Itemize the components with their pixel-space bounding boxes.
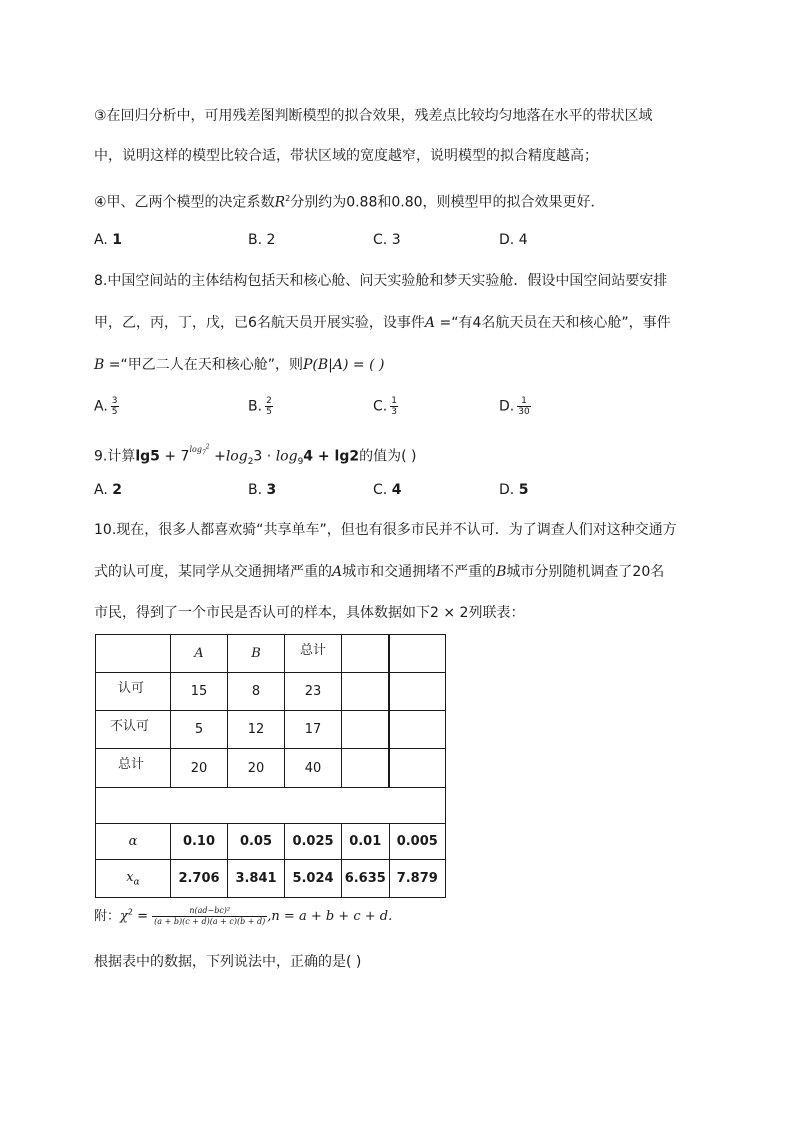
q10-text: 式的认可度，某同学从交通拥堵严重的 [94, 564, 332, 580]
numerator: 3 [111, 396, 118, 406]
formula-tail: ,n = a + b + c + d. [267, 909, 393, 924]
city-a: A [332, 564, 343, 580]
q10-text: 城市和交通拥堵不严重的 [342, 564, 497, 580]
q9-option-d[interactable] [499, 480, 528, 500]
q9-line [94, 440, 416, 472]
chi-symbol: χ [120, 909, 128, 924]
contingency-table [95, 634, 446, 898]
critical-value: 5.024 [285, 860, 342, 898]
equals: = [133, 909, 153, 924]
q9-term: 3 · [253, 448, 276, 465]
option-fraction [517, 396, 530, 417]
table-header-cell: A [171, 635, 228, 673]
log-base: 9 [297, 457, 304, 468]
q10-line-2 [94, 562, 664, 582]
critical-value: 2.706 [171, 860, 228, 898]
chi-superscript: 2 [127, 907, 133, 917]
table-cell: 12 [228, 711, 285, 749]
option-text: 5 [518, 482, 529, 498]
x-alpha-row [96, 860, 446, 898]
option-letter: D. [499, 232, 519, 248]
q8-text: =“甲乙二人在天和核心舱”，则 [104, 357, 303, 373]
q8-line-3 [94, 355, 384, 375]
row-label: 不认可 [96, 711, 171, 749]
option-text: 4 [518, 232, 528, 248]
table-cell [389, 673, 446, 711]
row-label: 认可 [96, 673, 171, 711]
q9-text: 的值为( ) [359, 448, 417, 465]
table-cell [389, 711, 446, 749]
q8-line-2 [94, 313, 671, 333]
q7-option-b[interactable] [248, 230, 275, 250]
denominator: 5 [266, 407, 272, 417]
option-letter: A. [94, 232, 113, 248]
q10-text: 城市分别随机调查了20名 [506, 564, 665, 580]
denominator: 3 [391, 407, 397, 417]
q9-text: 9.计算 [94, 448, 136, 465]
table-cell: 5 [171, 711, 228, 749]
q7-option-c[interactable] [373, 230, 401, 250]
alpha-value: 0.10 [171, 824, 228, 860]
table-spacer-row [96, 788, 446, 824]
q8-option-d[interactable] [499, 396, 531, 417]
log-base: 7 [201, 449, 206, 457]
item-4-post: 分别约为0.88和0.80，则模型甲的拟合效果更好． [290, 194, 605, 211]
option-letter: B. [248, 482, 267, 498]
event-a: A [424, 315, 436, 331]
x-sub: α [133, 877, 140, 888]
table-cell [389, 749, 446, 788]
table-row [96, 711, 446, 749]
log-arg: 2 [205, 443, 210, 450]
option-text: 2 [112, 482, 122, 498]
q7-option-d[interactable] [499, 230, 528, 250]
numerator: 1 [517, 396, 530, 407]
option-letter: D. [499, 482, 519, 498]
critical-value: 7.879 [389, 860, 446, 898]
item-4-pre: ④甲、乙两个模型的决定系数 [94, 194, 275, 211]
numerator: 1 [391, 396, 397, 406]
option-letter: A. [94, 398, 108, 415]
table-cell: 15 [171, 673, 228, 711]
formula-fraction [152, 906, 267, 927]
option-letter: C. [373, 482, 392, 498]
q8-line-1: 8.中国空间站的主体结构包括天和核心舱、问天实验舱和梦天实验舱．假设中国空间站要安排 [94, 273, 668, 289]
q10-line-3: 市民，得到了一个市民是否认可的样本，具体数据如下2 × 2列联表： [94, 605, 525, 621]
critical-value: 3.841 [228, 860, 285, 898]
option-text: 2 [266, 232, 276, 248]
table-cell: 8 [228, 673, 285, 711]
option-text: 3 [266, 482, 277, 498]
item-3-line-2: 中，说明这样的模型比较合适，带状区域的宽度越窄，说明模型的拟合精度越高； [94, 148, 598, 164]
r-variable: R [274, 194, 286, 211]
table-row [96, 749, 446, 788]
q7-option-a[interactable] [94, 230, 122, 250]
final-question: 根据表中的数据，下列说法中，正确的是( ) [94, 954, 362, 970]
event-b: B [94, 357, 105, 373]
table-cell: 20 [171, 749, 228, 788]
city-b: B [496, 564, 507, 580]
q8-text: =“有4名航天员在天和核心舱”，事件 [435, 315, 671, 331]
row-label: 总计 [96, 749, 171, 788]
table-cell [342, 711, 390, 749]
table-cell: 20 [228, 749, 285, 788]
option-fraction [390, 396, 398, 417]
option-letter: A. [94, 482, 113, 498]
formula-numerator: n(ad−bc)² [152, 906, 267, 917]
q9-term: + 7 [159, 448, 190, 465]
table-cell [389, 635, 446, 673]
option-letter: C. [373, 398, 388, 415]
option-text: 3 [391, 232, 401, 248]
chi-square-formula [94, 905, 392, 927]
table-cell: 17 [285, 711, 342, 749]
table-cell [96, 635, 171, 673]
option-text: 4 [391, 482, 402, 498]
item-3-line-1: ③在回归分析中，可用残差图判断模型的拟合效果，残差点比较均匀地落在水平的带状区域 [94, 108, 653, 124]
alpha-value: 0.025 [285, 824, 342, 860]
option-text: 1 [112, 232, 122, 248]
table-header-row [96, 635, 446, 673]
alpha-row [96, 824, 446, 860]
option-fraction [265, 396, 273, 417]
alpha-value: 0.005 [389, 824, 446, 860]
alpha-label: α [96, 824, 171, 860]
alpha-value: 0.05 [228, 824, 285, 860]
r-superscript: 2 [285, 194, 291, 203]
numerator: 2 [266, 396, 272, 406]
probability-expression: P(B|A) = ( ) [302, 357, 385, 373]
q8-option-c[interactable] [373, 396, 398, 417]
log-fn: log [225, 448, 248, 465]
q9-option-a[interactable] [94, 480, 122, 500]
log-fn: log [275, 448, 298, 465]
table-cell [342, 635, 390, 673]
table-cell: 40 [285, 749, 342, 788]
q8-option-b[interactable] [248, 396, 273, 417]
x-var: x [126, 869, 134, 885]
table-header-cell: B [228, 635, 285, 673]
item-4-line [94, 189, 605, 213]
table-header-cell: 总计 [285, 635, 342, 673]
x-alpha-label [96, 860, 171, 898]
critical-value: 6.635 [342, 860, 390, 898]
q9-option-c[interactable] [373, 480, 401, 500]
table-row [96, 673, 446, 711]
option-letter: D. [499, 398, 515, 415]
q8-text: 甲，乙，丙，丁，戊，已6名航天员开展实验，设事件 [94, 315, 425, 331]
table-cell [342, 673, 390, 711]
formula-denominator: (a + b)(c + d)(a + c)(b + d) [154, 917, 266, 926]
q9-option-b[interactable] [248, 480, 276, 500]
option-fraction [111, 396, 119, 417]
denominator: 30 [518, 407, 530, 417]
table-cell [342, 749, 390, 788]
q8-option-a[interactable] [94, 396, 119, 417]
q9-term: lg5 [135, 448, 160, 465]
log-base: 2 [247, 457, 254, 468]
option-letter: C. [373, 232, 392, 248]
option-letter: B. [248, 398, 263, 415]
q10-line-1: 10.现在，很多人都喜欢骑“共享单车”，但也有很多市民并不认可．为了调查人们对这种交通方 [94, 522, 677, 538]
option-letter: B. [248, 232, 267, 248]
denominator: 5 [111, 407, 118, 417]
log-sup: log [189, 444, 202, 454]
table-spacer [96, 788, 446, 824]
q9-term: + [209, 448, 226, 465]
q9-term: 4 + lg2 [303, 448, 360, 465]
alpha-value: 0.01 [342, 824, 390, 860]
formula-prefix: 附： [94, 909, 121, 924]
table-cell: 23 [285, 673, 342, 711]
